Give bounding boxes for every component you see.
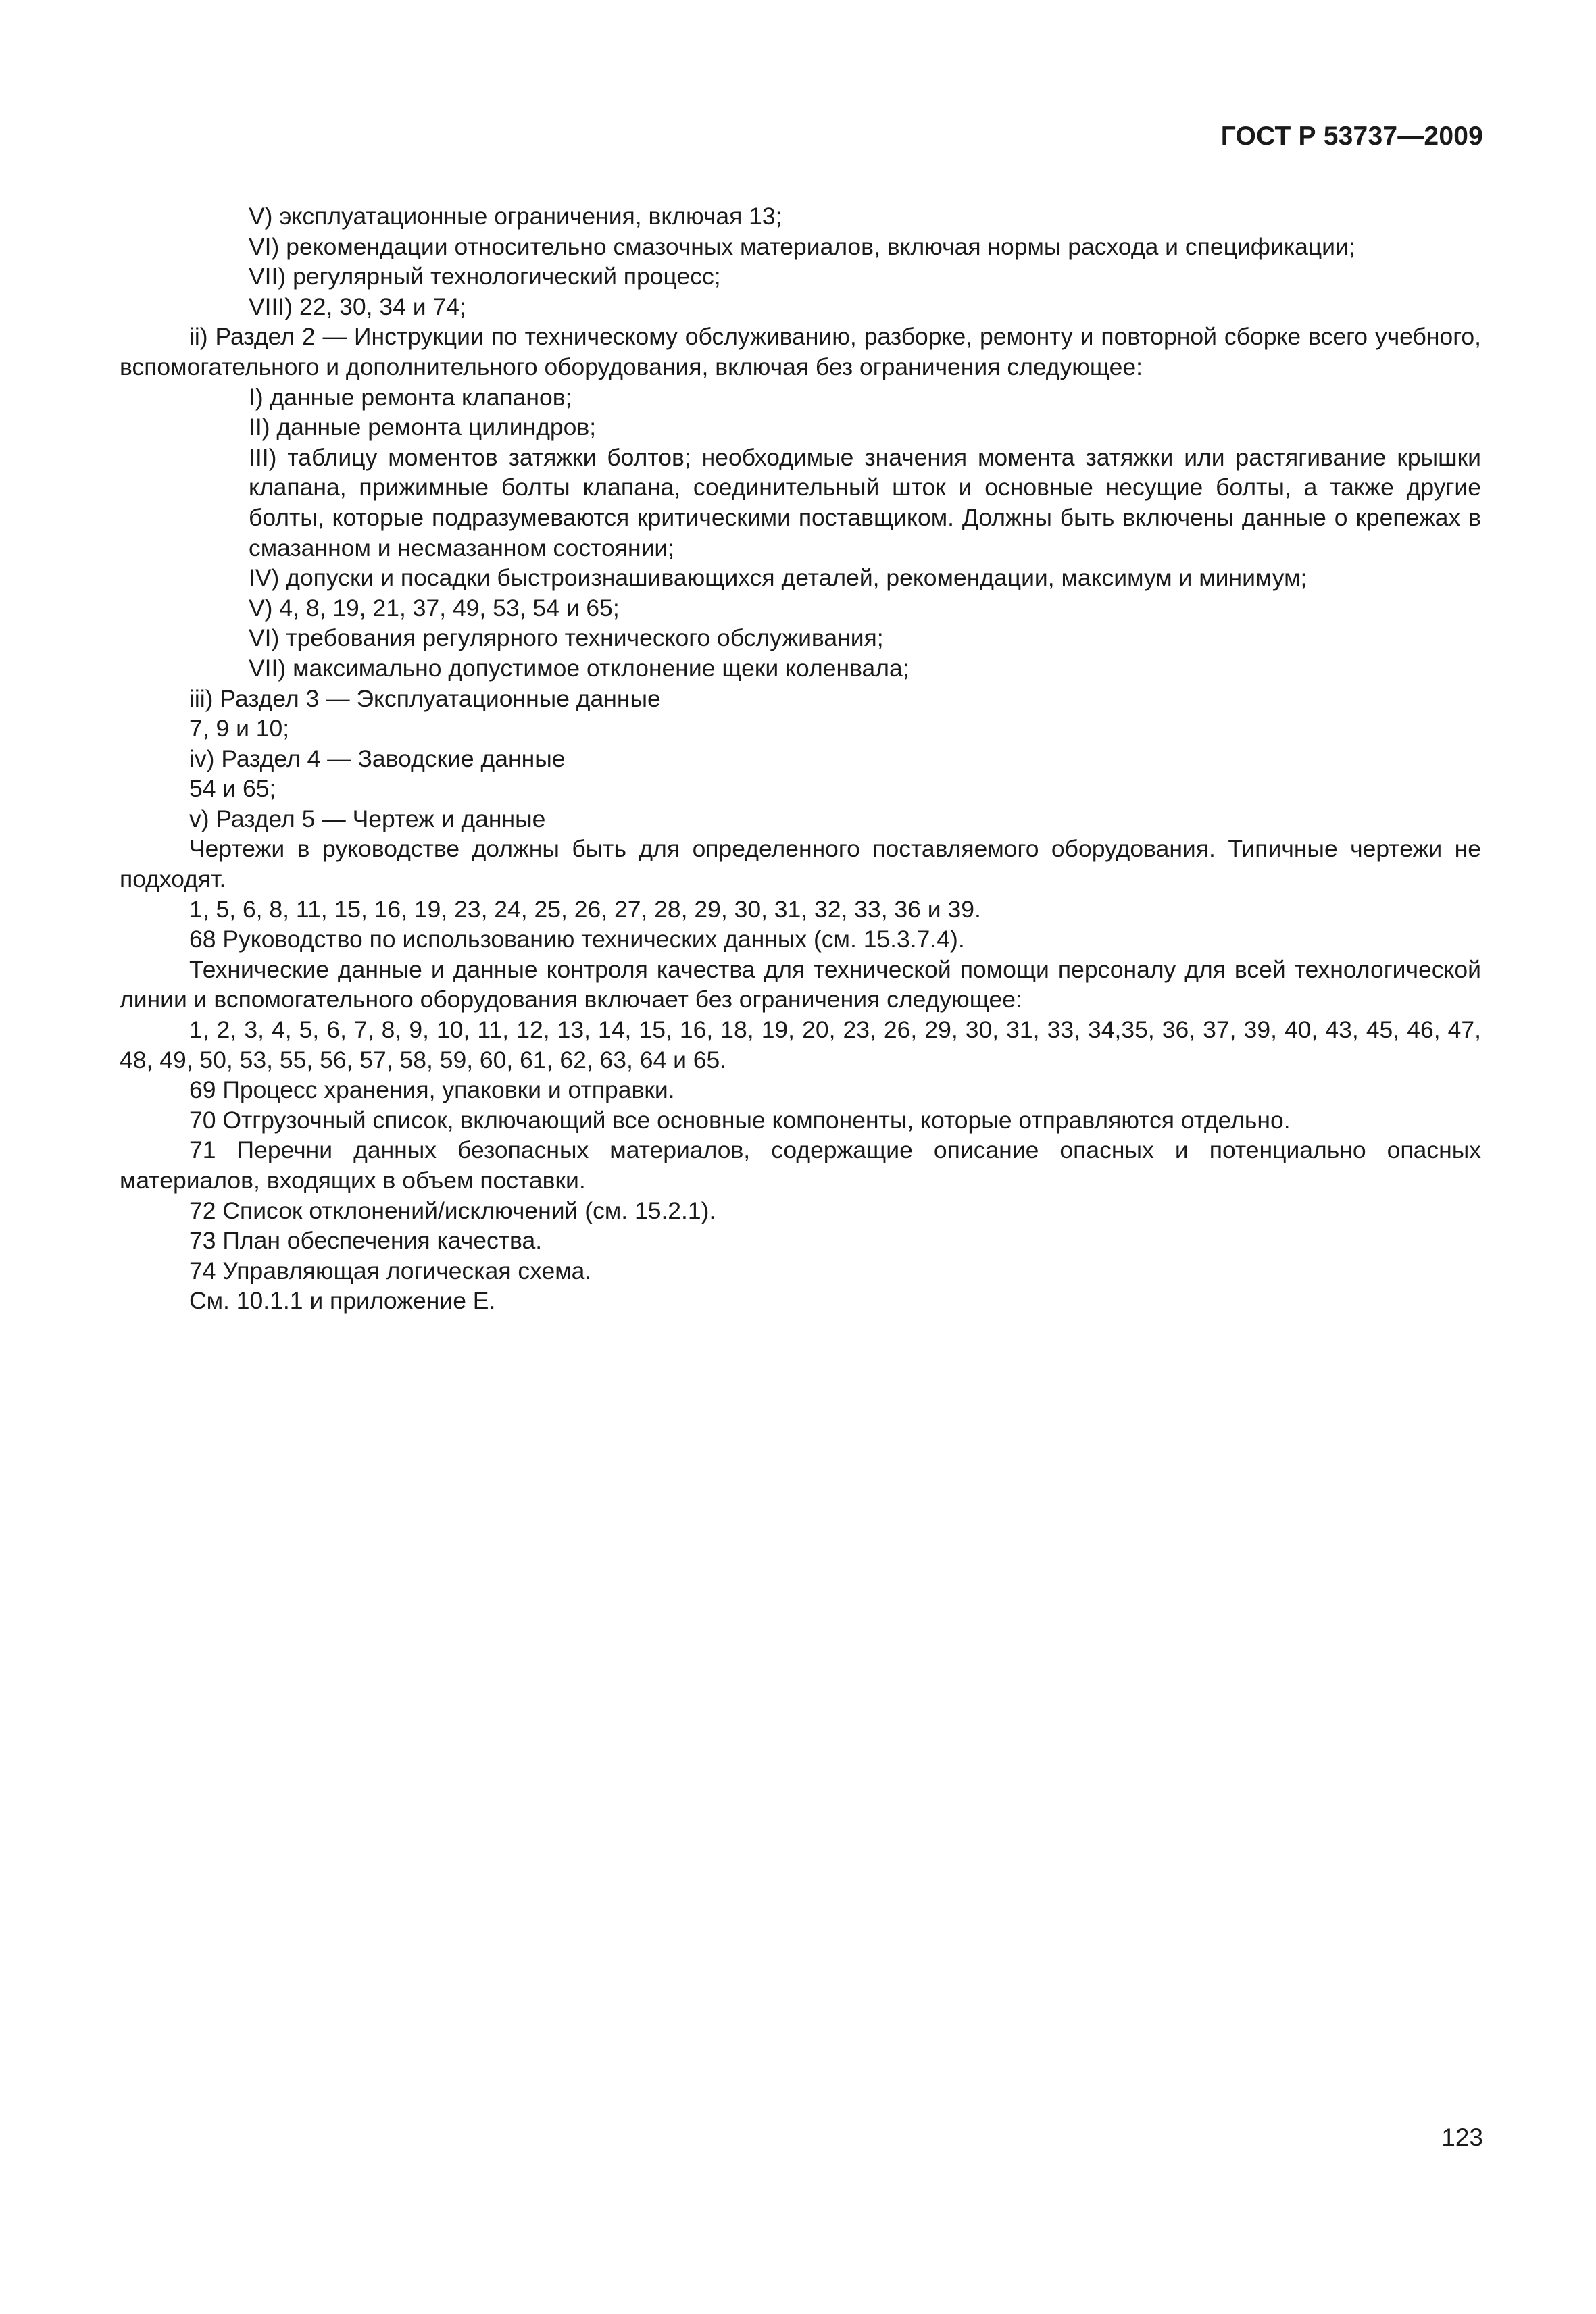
text-line: VI) рекомендации относительно смазочных материалов, включая нормы расхода и спецификации; [249, 232, 1355, 260]
text-line: V) эксплуатационные ограничения, включая 13; [249, 203, 782, 230]
document-code-header: ГОСТ Р 53737—2009 [1220, 122, 1483, 151]
text-line: V) 4, 8, 19, 21, 37, 49, 53, 54 и 65; [249, 594, 620, 622]
text-line: I) данные ремонта клапанов; [249, 383, 572, 411]
text-line: iii) Раздел 3 — Эксплуатационные данные [189, 684, 661, 712]
text-line: iv) Раздел 4 — Заводские данные [189, 745, 566, 772]
text-line: 1, 5, 6, 8, 11, 15, 16, 19, 23, 24, 25, 26, 27, 28, 29, 30, 31, 32, 33, 36 и 39. [189, 895, 981, 923]
text-line: IV) допуски и посадки быстроизнашивающихся деталей, рекомендации, максимум и минимум; [249, 564, 1307, 592]
page-number: 123 [1441, 2123, 1483, 2151]
text-line: v) Раздел 5 — Чертеж и данные [189, 805, 546, 832]
text-line: VIII) 22, 30, 34 и 74; [249, 293, 466, 320]
text-line: VII) регулярный технологический процесс; [249, 263, 721, 291]
text-line: 68 Руководство по использованию технических данных (см. 15.3.7.4). [189, 926, 965, 953]
text-line: II) данные ремонта цилиндров; [249, 413, 597, 441]
text-line: ii) Раздел 2 — Инструкции по техническому обслуживанию, разборке, ремонту и повторной сборке всего учебного, вспомогательного и дополнительного оборудования, включая без ограничения следующее: [120, 323, 1481, 380]
text-line: 72 Список отклонений/исключений (см. 15.2.1). [189, 1197, 716, 1224]
text-line: Технические данные и данные контроля качества для технической помощи персоналу для всей технологической линии и вспомогательного оборудования включает без ограничения следующее: [120, 955, 1481, 1013]
text-line: 73 План обеспечения качества. [189, 1227, 543, 1255]
text-line: 71 Перечни данных безопасных материалов, содержащие описание опасных и потенциально опасных материалов, входящих в объем поставки. [120, 1136, 1481, 1194]
text-line: 70 Отгрузочный список, включающий все основные компоненты, которые отправляются отдельно. [189, 1106, 1291, 1134]
text-line: VII) максимально допустимое отклонение щеки коленвала; [249, 654, 909, 682]
text-line: 74 Управляющая логическая схема. [189, 1257, 592, 1284]
text-line: 7, 9 и 10; [189, 715, 290, 743]
text-line: VI) требования регулярного технического обслуживания; [249, 624, 884, 652]
text-line: 54 и 65; [189, 775, 276, 803]
document-body [120, 201, 1481, 1316]
text-line: III) таблицу моментов затяжки болтов; необходимые значения момента затяжки или растягивание крышки клапана, прижимные болты клапана, соединительный шток и основные несущие болты, а также другие болты, которые подразумеваются критическими поставщиком. Должны быть включены данные о крепежах в смазанном и несмазанном состоянии; [249, 443, 1481, 561]
text-line: 69 Процесс хранения, упаковки и отправки. [189, 1076, 675, 1104]
text-line: Чертежи в руководстве должны быть для определенного поставляемого оборудования. Типичные чертежи не подходят. [120, 835, 1481, 893]
text-line: См. 10.1.1 и приложение Е. [189, 1287, 496, 1315]
text-line: 1, 2, 3, 4, 5, 6, 7, 8, 9, 10, 11, 12, 13, 14, 15, 16, 18, 19, 20, 23, 26, 29, 30, 31, 33, 34,35, 36, 37, 39, 40, 43, 45, 46, 47, 48, 49, 50, 53, 55, 56, 57, 58, 59, 60, 61, 62, 63, 64 и 65. [120, 1016, 1481, 1074]
